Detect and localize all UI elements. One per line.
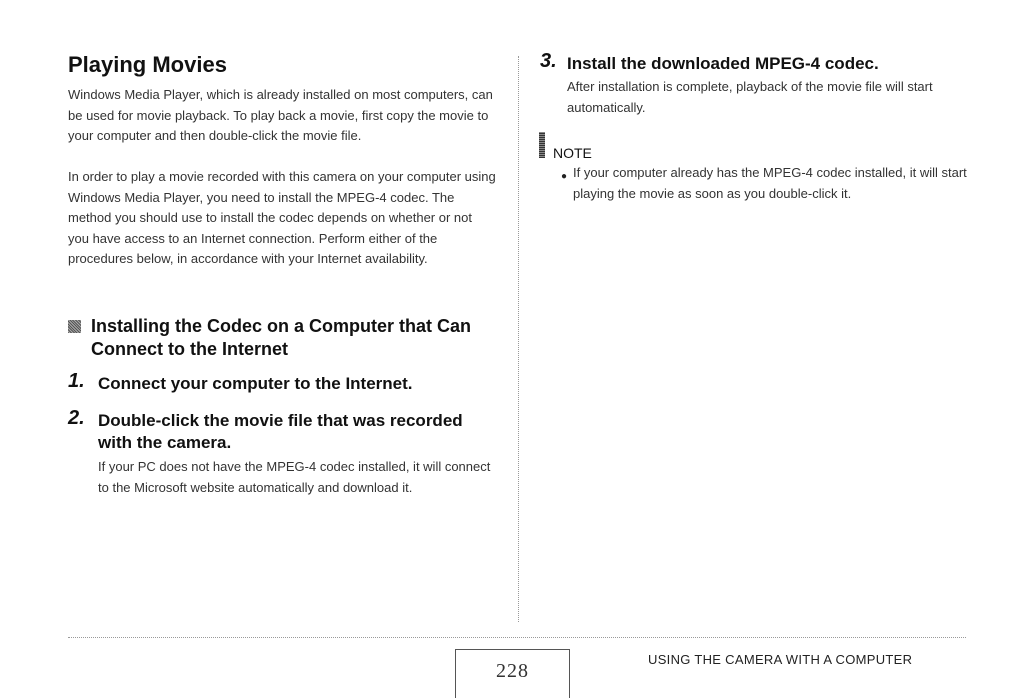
step-2-description: If your PC does not have the MPEG-4 codec installed, it will connect to the Microsoft website automatically and download it. <box>98 459 491 495</box>
page-number: 228 <box>496 660 529 682</box>
footer-divider <box>68 637 966 638</box>
column-divider <box>518 56 519 622</box>
note-bullet-text: If your computer already has the MPEG-4 codec installed, it will start playing the movie as soon as you double-click it. <box>573 165 967 201</box>
footer-section-label: USING THE CAMERA WITH A COMPUTER <box>648 652 913 667</box>
intro-paragraph-2: In order to play a movie recorded with this camera on your computer using Windows Media Player, you need to install the MPEG-4 codec. The method you should use to install the codec depends on whether or not you have access to an Internet connection. Perform either of the procedures below, in accordance with your Internet availability. <box>68 169 496 266</box>
bullet-icon: ● <box>561 171 568 182</box>
step-1-text: Connect your computer to the Internet. <box>98 374 413 393</box>
step-3-number: 3. <box>540 50 557 72</box>
page-title: Playing Movies <box>68 52 227 77</box>
section-subheading <box>68 315 498 361</box>
step-2-number: 2. <box>68 407 85 429</box>
step-3-description: After installation is complete, playback of the movie file will start automatically. <box>567 79 933 115</box>
note-marker-icon <box>539 132 545 158</box>
subheading-text: Installing the Codec on a Computer that Can Connect to the Internet <box>91 316 472 359</box>
step-3-text: Install the downloaded MPEG-4 codec. <box>567 54 879 73</box>
note-label: NOTE <box>553 145 592 161</box>
square-bullet-icon <box>68 320 81 333</box>
step-1-number: 1. <box>68 370 85 392</box>
step-2-text: Double-click the movie file that was recorded with the camera. <box>98 411 463 452</box>
intro-paragraph: Windows Media Player, which is already installed on most computers, can be used for movie playback. To play back a movie, first copy the movie to your computer and then double-click the movie file. <box>68 87 493 143</box>
